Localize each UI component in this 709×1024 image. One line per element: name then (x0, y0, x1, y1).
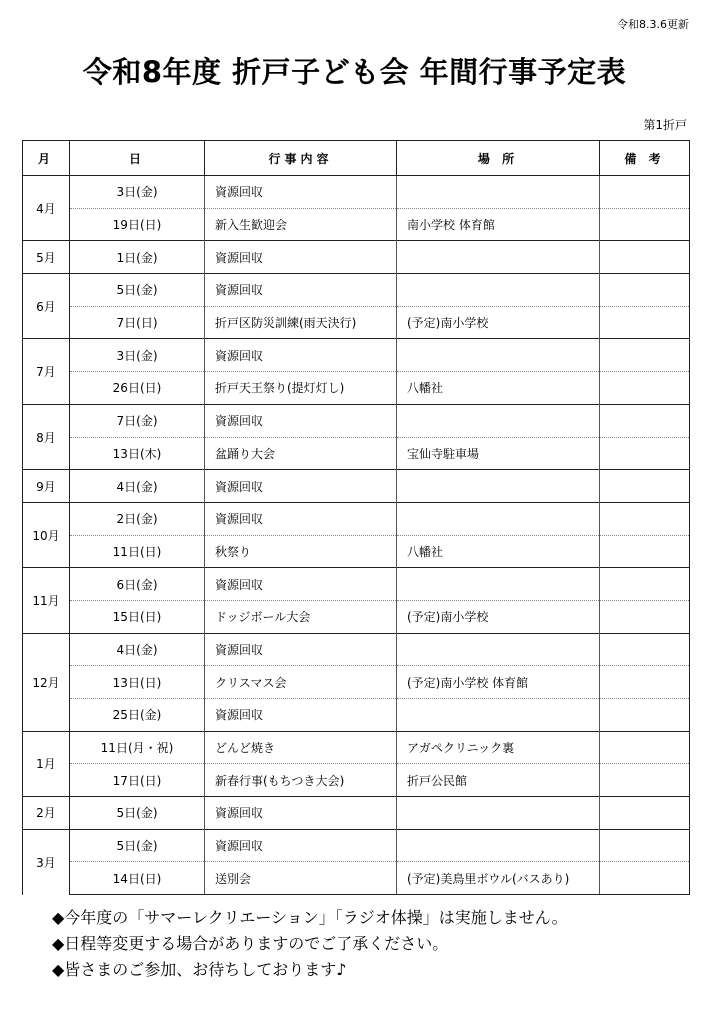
remarks-cell (600, 437, 690, 470)
day-cell: 17日(日) (70, 764, 205, 797)
place-cell (397, 502, 600, 535)
day-cell: 2日(金) (70, 502, 205, 535)
event-cell: 資源回収 (205, 829, 397, 862)
place-cell (397, 241, 600, 274)
note-item: ◆皆さまのご参加、お待ちしております♪ (52, 960, 347, 979)
table-row (23, 437, 690, 470)
day-cell: 11日(日) (70, 535, 205, 568)
day-cell: 14日(日) (70, 862, 205, 895)
remarks-cell (600, 568, 690, 601)
remarks-cell (600, 502, 690, 535)
remarks-cell (600, 666, 690, 699)
remarks-cell (600, 372, 690, 405)
event-cell: 資源回収 (205, 339, 397, 372)
event-cell: 折戸区防災訓練(雨天決行) (205, 306, 397, 339)
place-cell (397, 470, 600, 503)
remarks-cell (600, 274, 690, 307)
event-cell: 資源回収 (205, 176, 397, 209)
event-cell: どんど焼き (205, 731, 397, 764)
remarks-cell (600, 404, 690, 437)
place-cell (397, 274, 600, 307)
remarks-cell (600, 535, 690, 568)
note-item: ◆今年度の「サマーレクリエーション」「ラジオ体操」は実施しません。 (52, 908, 568, 927)
month-cell: 3月 (23, 829, 70, 894)
month-cell: 7月 (23, 339, 70, 404)
day-cell: 3日(金) (70, 339, 205, 372)
place-cell (397, 404, 600, 437)
remarks-cell (600, 241, 690, 274)
day-cell: 13日(日) (70, 666, 205, 699)
day-cell: 5日(金) (70, 797, 205, 830)
table-row (23, 535, 690, 568)
header-place: 場 所 (397, 141, 600, 176)
header-remarks: 備 考 (600, 141, 690, 176)
event-cell: 折戸天王祭り(提灯灯し) (205, 372, 397, 405)
remarks-cell (600, 699, 690, 732)
event-cell: クリスマス会 (205, 666, 397, 699)
month-cell: 1月 (23, 731, 70, 796)
organization-label: 第1折戸 (643, 118, 687, 132)
remarks-cell (600, 306, 690, 339)
event-cell: 秋祭り (205, 535, 397, 568)
event-cell: 資源回収 (205, 241, 397, 274)
table-row (23, 731, 690, 764)
place-cell: (予定)美鳥里ボウル(バスあり) (397, 862, 600, 895)
place-cell: アガペクリニック裏 (397, 731, 600, 764)
remarks-cell (600, 176, 690, 209)
day-cell: 13日(木) (70, 437, 205, 470)
remarks-cell (600, 829, 690, 862)
table-row (23, 862, 690, 895)
remarks-cell (600, 208, 690, 241)
day-cell: 15日(日) (70, 600, 205, 633)
place-cell: 八幡社 (397, 372, 600, 405)
remarks-cell (600, 633, 690, 666)
day-cell: 7日(日) (70, 306, 205, 339)
place-cell: 宝仙寺駐車場 (397, 437, 600, 470)
place-cell (397, 699, 600, 732)
remarks-cell (600, 764, 690, 797)
place-cell (397, 829, 600, 862)
place-cell: (予定)南小学校 体育館 (397, 666, 600, 699)
schedule-table (22, 140, 690, 895)
table-row (23, 306, 690, 339)
event-cell: 送別会 (205, 862, 397, 895)
event-cell: 資源回収 (205, 633, 397, 666)
day-cell: 4日(金) (70, 470, 205, 503)
month-cell: 12月 (23, 633, 70, 731)
month-cell: 5月 (23, 241, 70, 274)
month-cell: 10月 (23, 502, 70, 567)
place-cell: (予定)南小学校 (397, 600, 600, 633)
event-cell: 資源回収 (205, 404, 397, 437)
table-row (23, 208, 690, 241)
day-cell: 25日(金) (70, 699, 205, 732)
table-row (23, 600, 690, 633)
table-body (23, 176, 690, 895)
table-row (23, 829, 690, 862)
event-cell: ドッジボール大会 (205, 600, 397, 633)
place-cell (397, 568, 600, 601)
page-title: 令和8年度 折戸子ども会 年間行事予定表 (82, 55, 627, 89)
month-cell: 11月 (23, 568, 70, 633)
remarks-cell (600, 600, 690, 633)
table-row (23, 666, 690, 699)
day-cell: 11日(月・祝) (70, 731, 205, 764)
table-row (23, 241, 690, 274)
table-row (23, 764, 690, 797)
day-cell: 1日(金) (70, 241, 205, 274)
day-cell: 6日(金) (70, 568, 205, 601)
place-cell: (予定)南小学校 (397, 306, 600, 339)
table-row (23, 502, 690, 535)
event-cell: 資源回収 (205, 699, 397, 732)
day-cell: 5日(金) (70, 274, 205, 307)
note-item: ◆日程等変更する場合がありますのでご了承ください。 (52, 934, 449, 953)
month-cell: 8月 (23, 404, 70, 469)
event-cell: 資源回収 (205, 797, 397, 830)
event-cell: 資源回収 (205, 470, 397, 503)
event-cell: 新春行事(もちつき大会) (205, 764, 397, 797)
place-cell (397, 176, 600, 209)
remarks-cell (600, 470, 690, 503)
event-cell: 資源回収 (205, 568, 397, 601)
remarks-cell (600, 862, 690, 895)
day-cell: 4日(金) (70, 633, 205, 666)
header-month: 月 (23, 141, 70, 176)
table-row (23, 339, 690, 372)
day-cell: 7日(金) (70, 404, 205, 437)
updated-date: 令和8.3.6更新 (617, 18, 689, 31)
table-row (23, 404, 690, 437)
table-row (23, 797, 690, 830)
event-cell: 資源回収 (205, 274, 397, 307)
place-cell (397, 633, 600, 666)
table-row (23, 176, 690, 209)
notes (52, 905, 568, 983)
month-cell: 4月 (23, 176, 70, 241)
remarks-cell (600, 339, 690, 372)
header-event: 行事内容 (205, 141, 397, 176)
event-cell: 資源回収 (205, 502, 397, 535)
table-row (23, 470, 690, 503)
table-row (23, 633, 690, 666)
day-cell: 26日(日) (70, 372, 205, 405)
place-cell (397, 797, 600, 830)
day-cell: 19日(日) (70, 208, 205, 241)
table-row (23, 274, 690, 307)
event-cell: 盆踊り大会 (205, 437, 397, 470)
header-day: 日 (70, 141, 205, 176)
month-cell: 6月 (23, 274, 70, 339)
place-cell (397, 339, 600, 372)
month-cell: 2月 (23, 797, 70, 830)
remarks-cell (600, 731, 690, 764)
remarks-cell (600, 797, 690, 830)
table-row (23, 699, 690, 732)
event-cell: 新入生歓迎会 (205, 208, 397, 241)
day-cell: 5日(金) (70, 829, 205, 862)
day-cell: 3日(金) (70, 176, 205, 209)
place-cell: 折戸公民館 (397, 764, 600, 797)
table-header (23, 141, 690, 176)
table-row (23, 372, 690, 405)
place-cell: 南小学校 体育館 (397, 208, 600, 241)
month-cell: 9月 (23, 470, 70, 503)
place-cell: 八幡社 (397, 535, 600, 568)
table-row (23, 568, 690, 601)
